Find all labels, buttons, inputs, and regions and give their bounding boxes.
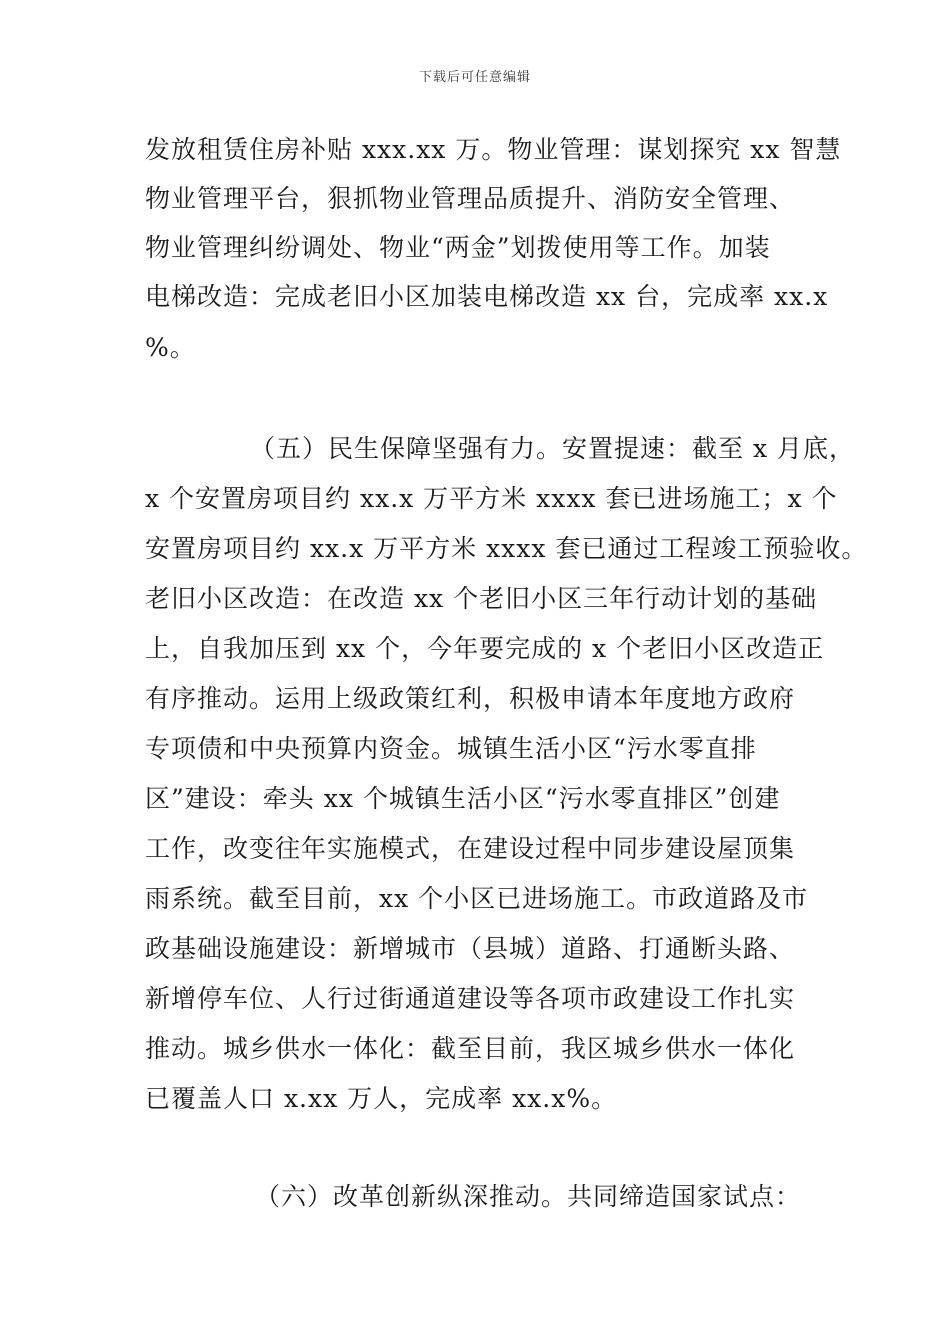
section-heading-line: （六）改革创新纵深推动。共同缔造国家试点： xyxy=(255,1182,802,1211)
paragraph-line: %。 xyxy=(145,333,196,362)
paragraph-line: 物业管理平台，狠抓物业管理品质提升、消防安全管理、 xyxy=(145,184,796,213)
page-header: 下载后可任意编辑 xyxy=(418,70,531,85)
paragraph-line: 推动。城乡供水一体化：截至目前，我区城乡供水一体化 xyxy=(145,1034,796,1063)
paragraph-line: 区”建设：牵头 xx 个城镇生活小区“污水零直排区”创建 xyxy=(145,784,781,813)
paragraph-line: 新增停车位、人行过街通道建设等各项市政建设工作扎实 xyxy=(145,984,796,1013)
paragraph-line: 有序推动。运用上级政策红利，积极申请本年度地方政府 xyxy=(145,684,796,713)
paragraph-line: 发放租赁住房补贴 xxx.xx 万。物业管理：谋划探究 xx 智慧 xyxy=(145,135,842,164)
paragraph-line: 政基础设施建设：新增城市（县城）道路、打通断头路、 xyxy=(145,934,796,963)
paragraph-line: 上，自我加压到 xx 个，今年要完成的 x 个老旧小区改造正 xyxy=(145,634,825,663)
paragraph-line: 电梯改造：完成老旧小区加装电梯改造 xx 台，完成率 xx.x xyxy=(145,282,829,311)
paragraph-line: 安置房项目约 xx.x 万平方米 xxxx 套已通过工程竣工预验收。 xyxy=(145,534,868,563)
section-heading-line: （五）民生保障坚强有力。安置提速：截至 x 月底， xyxy=(250,434,855,463)
paragraph-line: x 个安置房项目约 xx.x 万平方米 xxxx 套已进场施工；x 个 xyxy=(145,484,838,513)
paragraph-line: 已覆盖人口 x.xx 万人，完成率 xx.x%。 xyxy=(145,1084,618,1113)
paragraph-line: 老旧小区改造：在改造 xx 个老旧小区三年行动计划的基础 xyxy=(145,584,818,613)
paragraph-line: 专项债和中央预算内资金。城镇生活小区“污水零直排 xyxy=(145,734,757,763)
paragraph-line: 雨系统。截至目前，xx 个小区已进场施工。市政道路及市 xyxy=(145,884,809,913)
paragraph-line: 物业管理纠纷调处、物业“两金”划拨使用等工作。加装 xyxy=(145,233,771,262)
paragraph-line: 工作，改变往年实施模式，在建设过程中同步建设屋顶集 xyxy=(145,834,796,863)
